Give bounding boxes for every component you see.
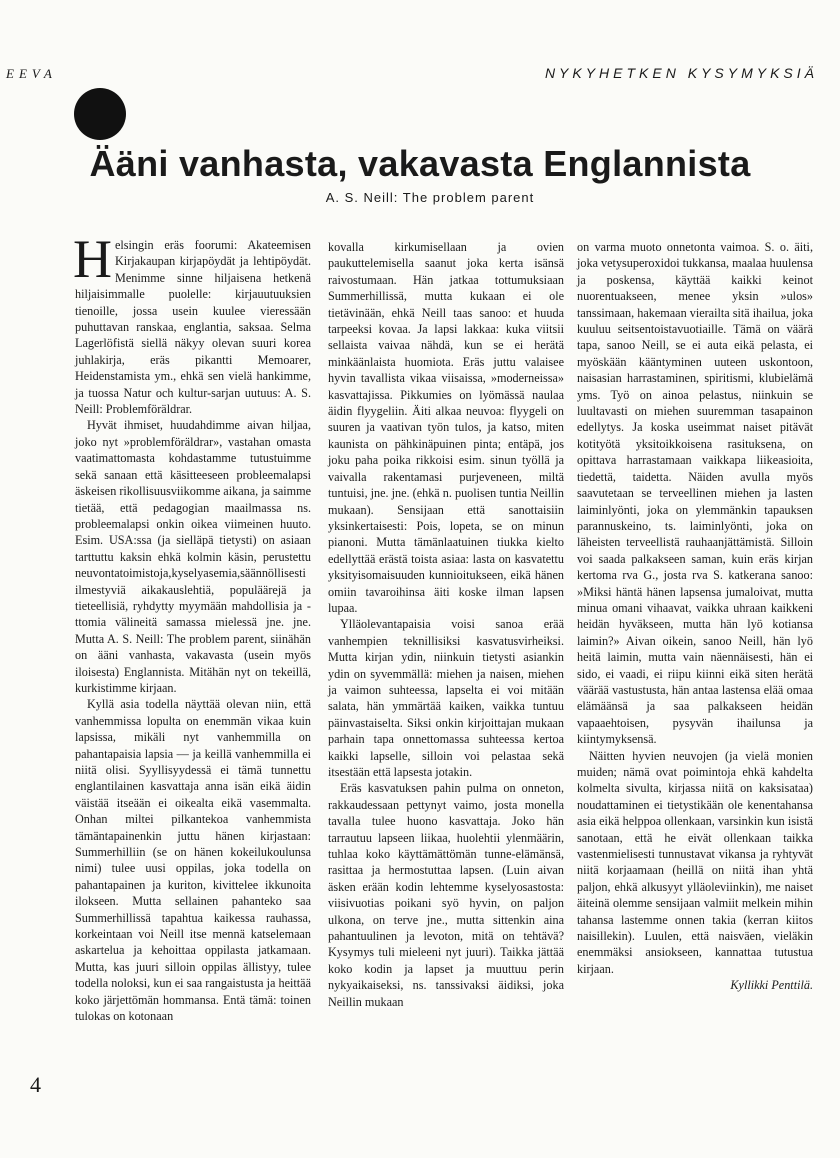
author-signature: Kyllikki Penttilä. <box>730 978 813 993</box>
page-number: 4 <box>30 1072 41 1097</box>
paragraph: Kyllä asia todella näyttää olevan niin, että vanhemmissa lopulta on enemmän vikaa kuin lapsissa, mikäli nyt vanhemmilla on pahantapaisia lapsia — ja keillä vanhemmilla ei niitä olisi. Syyllisyydessä ei tämä tunnettu englantilainen kasvattaja anna isän eikä äidin väistää itseään ei oikealta eikä vasemmalta. Onhan miltei pilkantekoa vanhemmista tämäntapainenkin juttu hänen kirjastaan: Summerhilliin (se on hänen kokeilukoulunsa nimi) tulee uusi oppilas, joka todella on pahantapainen ja kuriton, kivittelee ikkunoita ilokseen. Mutta sellainen pahanteko saa Summerhillissä tapahtua kaikessa rauhassa, korkeintaan voi Neill itse mennä katselemaan askartelua ja kehoittaa oppilasta jatkamaan. Mutta, kas juuri silloin oppilas ällistyy, tulee todella noloksi, kun ei saa rangaistusta ja heittää koko järjettömän hommansa. Entä tämä: toinen tulokas on kotonaan <box>75 697 311 1024</box>
column-1 <box>73 229 311 1025</box>
paragraph: on varma muoto onnetonta vaimoa. S. o. äiti, joka vetysuperoxidoi tukkansa, maalaa huulensa ja poskensa, käyttää kaikki keinot nuorentuakseen, menee yksin »ulos» tanssimaan, hakemaan vierailta sitä ihailua, joka kuuluu seitsentoistavuotiaille. Tämä on väärä tapa, sanoo Neill, se ei auta eikä pelasta, ei myöskään kääntyminen uuteen uskontoon, naisasian harrastaminen, spiritismi, klubielämä yms. Työ on ainoa pelastus, niinkuin se luultavasti on miehen suuremman tasapainon edellytys. Ja koska useimmat naiset pitävät kotityötä yksitoikkoisena rasituksena, on opittava harrastamaan vaikkapa liikeasioita, tiedettä, taidetta. Näiden avulla myös saavutetaan se terveellinen miehen ja lasten laiminlyönti, joka on ylemmänkin tapauksen parannuskeino, ts. laiminlyönti, joka on läheisten terveellistä rauhaanjättämistä. Silloin voi saada palkakseen saman, kuin eräs kirjan kertoma rva G., josta rva S. katkerana sanoo: »Miksi häntä hänen lapsensa jumaloivat, mutta minua omani vihaavat, vaikka uhraan kaikkeni heidän hyväkseen, mutta hän lyö kotiansa laimin?» Aivan oikein, sanoo Neill, hän lyö heitä laimin, mutta vain näennäisesti, hän ei sido, ei vaadi, ei riipu kiinni eikä siten herätä väärää vastustusta, hän antaa lastensa elää omaa elämäänsä ja saa palkakseen heidän vapaaehtoisen, pysyvän ihailunsa ja kiintymyksensä. <box>577 240 813 747</box>
magazine-name: EEVA <box>6 66 57 81</box>
paragraph: kovalla kirkumisellaan ja ovien paukuttelemisella saanut joka kerta isänsä raivostumaan. Hän jatkaa tottumuksiaan Summerhillissä, mutta kukaan ei ole tietävinään, ehkä Neill taas sanoo: et huuda tarpeeksi kovaa. Ja lapsi lakkaa: kuka viitsii sellaista vaivaa nähdä, kun se ei herätä minkäänlaista huomiota. Eräs juttu valaisee hyvin tavallista vikaa viisaissa, »moderneissa» kasvattajissa. Pikkumies on lyömässä naulaa äidin flyygeliin. Äiti alkaa neuvoa: flyygeli on suuren ja vaativan työn tulos, ja katso, miten kaunista on pähkinäpuinen pinta; entäpä, jos joku paha poika rikkoisi esim. sinun työllä ja vaivalla rakentamasi purjeveneen, miltä tuntuisi, jne. jne. (ehkä n. puolisen tuntia Neillin mukaan). Sensijaan että sanottaisiin yksinkertaisesti: Pois, lopeta, se on minun pianoni. Mutta tämänlaatuinen tiukka kielto edellyttää erästä toista asiaa: lasta on kasvatettu yksityisomaisuuden kunnioitukseen, eikä hänen omiin tavaroihinsa äiti koske ilman lapsen lupaa. <box>328 240 564 615</box>
article-subtitle: A. S. Neill: The problem parent <box>325 190 535 205</box>
paragraph: Ylläolevantapaisia voisi sanoa erää vanhempien teknillisiksi kasvatusvirheiksi. Mutta kirjan ydin, niinkuin tietysti asiankin ydin on syvemmällä: miehen ja naisen, miehen ja vaimon suhteessa, lapselta ei voi mitään salata, hän ymmärtää kaiken, vaikka tuntuu päinvastaiselta. Siksi onkin kirjoittajan mukaan parhain tapa onnettomassa suhteessa kertoa kaikki lapselle, silloin voi pelastaa sekä itsestään että lapsesta jotakin. <box>328 617 564 779</box>
drop-cap: H <box>73 229 112 289</box>
paragraph <box>73 229 311 417</box>
column-3 <box>577 239 813 994</box>
paragraph: Näitten hyvien neuvojen (ja vielä monien muiden; nämä ovat poimintoja ehkä kahdelta kolmelta sivulta, kirjassa niitä on kaksisataa) noudattaminen ei tietystikään ole kenentahansa asia eikä helppoa ollenkaan, varsinkin kun isistä sanotaan, että he eivät ollenkaan taikka vastenmielisesti tunnustavat vikansa ja ryhtyvät niitä korjaamaan (heillä on niitä ihan yhtä paljon, ehkä alkusyyt ylläoleviinkin), me naiset äiteinä olemme sensijaan valmiit melkein mihin tahansa lastemme onnen takia (kerran kiitos naisillekin). Luulen, että naisväen, vieläkin enemmäksi ansiokseen, kannattaa tutustua kirjaan. <box>577 748 813 976</box>
article-title: Ääni vanhasta, vakavasta Englannista <box>89 143 751 184</box>
bullet-dot-icon <box>74 88 126 140</box>
paragraph-text: elsingin eräs foorumi: Akateemisen Kirjakaupan kirjapöydät ja lehtipöydät. Menimme sinne hiljaisena hetkenä hiljaisimmalle puolelle: kirjauutuuksien tienoille, jossa usein kuulee vieressään puhuttavan ranskaa, englantia, saksaa. Selma Lagerlöfistä siellä näkyy olevan suuri korea juhlakirja, eräs pikantti Memoarer, Heidenstamista ym., ehkä sen vielä hankimme, ja tuossa Natur och kultur-sarjan uutuus: A. S. Neill: Problemföräldrar. <box>75 238 311 417</box>
section-title: NYKYHETKEN KYSYMYKSIÄ <box>544 65 818 81</box>
column-2 <box>328 239 564 1010</box>
paragraph: Hyvät ihmiset, huudahdimme aivan hiljaa, joko nyt »problemföräldrar», vastahan omasta vaatimattomasta kohdastamme tutustuimme sekä sanaan että käsitteeseen probleemalapsi äskeisen rikollisuusviikomme aikana, ja saimme tietää, että pedagogian maailmassa ns. probleemalapsi onkin oikea viimeinen huuto. Esim. USA:ssa (ja sielläpä tietysti) on asiaan tarttuttu kaksin ehkä kolmin käsin, perustettu neuvontatoimistoja,kyselyasemia,säännöllisesti ilmestyviä aikakauslehtiä, populäärejä ja tieteellisiä, ryhdytty myymään mahdollisia ja -ttomia välineitä samassa mielessä jne. jne. Mutta A. S. Neill: The problem parent, siinähän on ääni vanhasta, vakavasta (usein myös iloisesta) Englannista. Mitähän nyt on tekeillä, kurkistimme kirjaan. <box>75 418 311 695</box>
paragraph: Eräs kasvatuksen pahin pulma on onneton, rakkaudessaan pettynyt vaimo, josta monella tavalla tulee huono kasvattaja. Joko hän tarrautuu lapseen liikaa, huolehtii ylenmäärin, tuhlaa koko käyttämättömän tunne-elämänsä, rasittaa ja hermostuttaa lapsen. (Luin aivan äsken erään kodin lehtemme kyselyosastosta: viisivuotias poikani syö hyvin, on paljon ulkona, on terve jne., mutta sittenkin aina pahantuulinen ja levoton, mitä on tehtävä? Kysymys tuli mieleeni nyt juuri). Taikka jättää koko kodin ja lapset ja muuttuu perin nykyaikaiseksi, ns. tanssivaksi äidiksi, joka Neillin mukaan <box>328 781 564 1009</box>
